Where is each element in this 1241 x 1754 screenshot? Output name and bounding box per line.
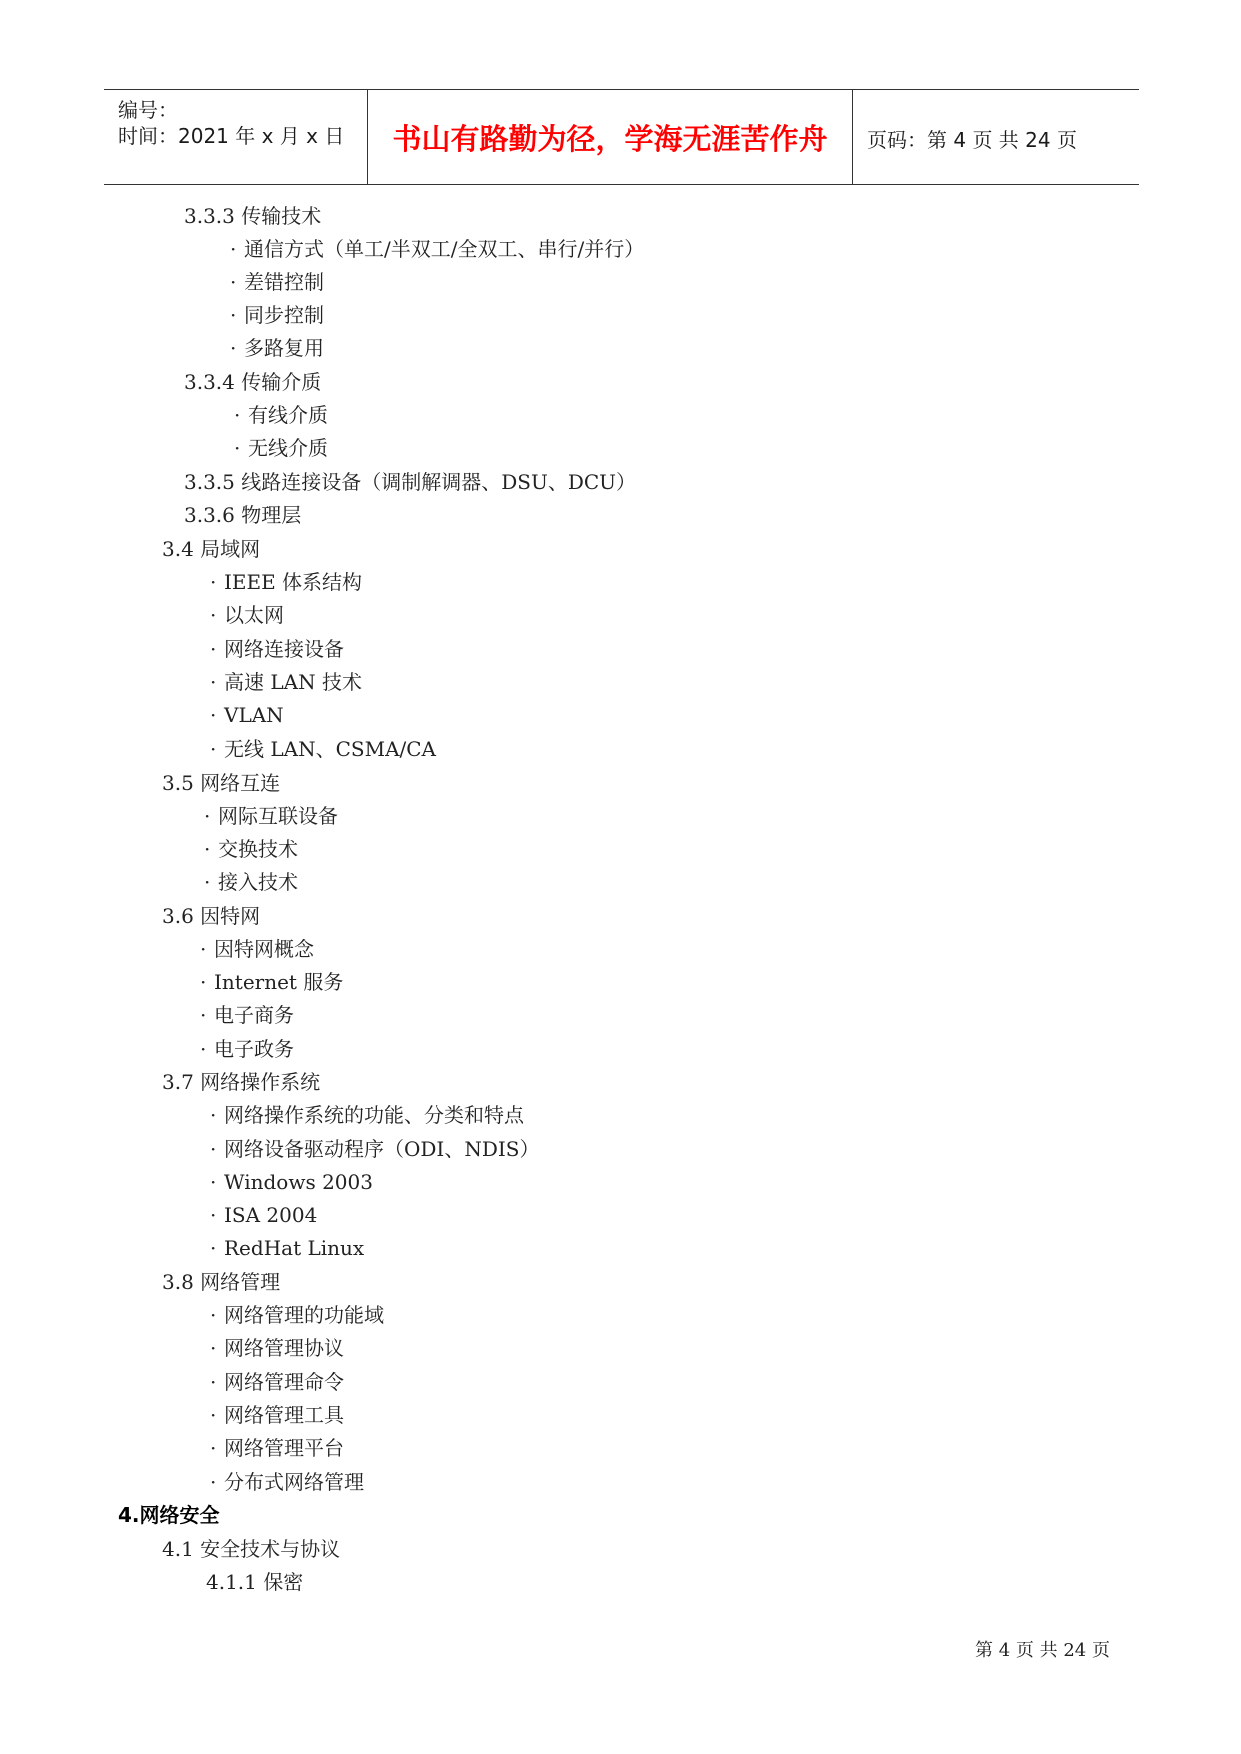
toc-bullet-item — [210, 1436, 344, 1460]
toc-bullet-item — [234, 403, 328, 427]
toc-bullet-item — [210, 637, 344, 661]
toc-bullet-item — [210, 1370, 344, 1394]
toc-item-text: 3.3.5 线路连接设备（调制解调器、DSU、DCU） — [184, 470, 637, 494]
bullet-icon: · — [210, 737, 217, 761]
toc-section-heading — [184, 204, 321, 228]
bullet-icon: · — [210, 1203, 217, 1227]
toc-section-heading — [162, 1070, 320, 1094]
toc-item-text: 以太网 — [224, 603, 284, 627]
header-page-label: 页码：第 4 页 共 24 页 — [867, 128, 1077, 152]
bullet-icon: · — [234, 436, 241, 460]
bullet-icon: · — [210, 1137, 217, 1161]
toc-item-text: 分布式网络管理 — [224, 1470, 364, 1494]
bullet-icon: · — [210, 1403, 217, 1427]
toc-bullet-item — [210, 1403, 344, 1427]
toc-section-heading — [162, 537, 260, 561]
toc-bullet-item — [230, 303, 324, 327]
toc-item-text: 多路复用 — [244, 336, 324, 360]
toc-bullet-item — [210, 703, 284, 727]
toc-item-text: RedHat Linux — [224, 1236, 365, 1260]
toc-bullet-item — [210, 737, 436, 761]
toc-item-text: IEEE 体系结构 — [224, 570, 363, 594]
toc-section-heading — [206, 1570, 303, 1594]
toc-bullet-item — [200, 1037, 294, 1061]
toc-item-text: 接入技术 — [218, 870, 298, 894]
header-left-cell — [104, 90, 368, 184]
bullet-icon: · — [200, 970, 207, 994]
bullet-icon: · — [200, 937, 207, 961]
bullet-icon: · — [210, 1103, 217, 1127]
toc-item-text: VLAN — [224, 703, 284, 727]
bullet-icon: · — [210, 703, 217, 727]
toc-bullet-item — [234, 436, 328, 460]
toc-bullet-item — [230, 336, 324, 360]
header-motto: 书山有路勤为径，学海无涯苦作舟 — [392, 122, 828, 156]
toc-bullet-item — [204, 804, 338, 828]
bullet-icon: · — [210, 1336, 217, 1360]
toc-bullet-item — [204, 837, 298, 861]
bullet-icon: · — [230, 270, 237, 294]
bullet-icon: · — [230, 336, 237, 360]
document-number-label: 编号： — [118, 98, 178, 122]
toc-section-heading — [184, 370, 321, 394]
toc-item-text: 网络管理平台 — [224, 1436, 344, 1460]
toc-bullet-item — [230, 237, 644, 261]
toc-item-text: 3.8 网络管理 — [162, 1270, 281, 1294]
bullet-icon: · — [210, 1470, 217, 1494]
bullet-icon: · — [234, 403, 241, 427]
toc-item-text: 3.6 因特网 — [162, 904, 261, 928]
toc-item-text: 网络管理命令 — [224, 1370, 344, 1394]
toc-item-text: ISA 2004 — [224, 1203, 318, 1227]
toc-bullet-item — [230, 270, 324, 294]
toc-item-text: 3.3.4 传输介质 — [184, 370, 322, 394]
bullet-icon: · — [210, 1236, 217, 1260]
toc-section-heading — [162, 1537, 340, 1561]
header-middle-cell — [368, 90, 853, 184]
toc-bullet-item — [210, 1170, 373, 1194]
bullet-icon: · — [210, 603, 217, 627]
toc-bullet-item — [210, 670, 362, 694]
toc-item-text: 通信方式（单工/半双工/全双工、串行/并行） — [244, 237, 645, 261]
toc-section-heading — [184, 470, 636, 494]
toc-item-text: 4.网络安全 — [118, 1503, 220, 1527]
toc-bullet-item — [210, 1303, 384, 1327]
bullet-icon: · — [204, 804, 211, 828]
toc-bullet-item — [210, 603, 284, 627]
bullet-icon: · — [200, 1003, 207, 1027]
toc-item-text: 无线 LAN、CSMA/CA — [224, 737, 436, 761]
toc-item-text: 电子政务 — [214, 1037, 294, 1061]
toc-item-text: 网络操作系统的功能、分类和特点 — [224, 1103, 524, 1127]
toc-bullet-item — [204, 870, 298, 894]
toc-section-heading — [162, 1270, 280, 1294]
toc-item-text: 同步控制 — [244, 303, 324, 327]
bullet-icon: · — [230, 237, 237, 261]
bullet-icon: · — [210, 1370, 217, 1394]
toc-item-text: 网络连接设备 — [224, 637, 344, 661]
toc-section-heading — [162, 771, 280, 795]
toc-item-text: 3.3.6 物理层 — [184, 503, 302, 527]
toc-chapter-heading — [118, 1503, 220, 1527]
document-time-label: 时间：2021 年 x 月 x 日 — [118, 124, 345, 148]
toc-item-text: 3.5 网络互连 — [162, 771, 281, 795]
bullet-icon: · — [210, 1436, 217, 1460]
toc-item-text: Windows 2003 — [224, 1170, 373, 1194]
toc-item-text: 无线介质 — [248, 436, 328, 460]
page-footer: 第 4 页 共 24 页 — [975, 1640, 1110, 1661]
toc-section-heading — [162, 904, 260, 928]
toc-bullet-item — [200, 970, 343, 994]
toc-item-text: 交换技术 — [218, 837, 298, 861]
bullet-icon: · — [200, 1037, 207, 1061]
toc-item-text: 网际互联设备 — [218, 804, 338, 828]
page-header — [104, 89, 1139, 185]
toc-bullet-item — [210, 1236, 364, 1260]
toc-bullet-item — [210, 1470, 364, 1494]
bullet-icon: · — [210, 570, 217, 594]
toc-item-text: Internet 服务 — [214, 970, 344, 994]
toc-item-text: 4.1.1 保密 — [206, 1570, 304, 1594]
toc-item-text: 3.4 局域网 — [162, 537, 261, 561]
toc-item-text: 网络管理协议 — [224, 1336, 344, 1360]
header-right-cell — [853, 90, 1139, 184]
toc-item-text: 网络设备驱动程序（ODI、NDIS） — [224, 1137, 540, 1161]
toc-bullet-item — [210, 1203, 317, 1227]
toc-item-text: 网络管理的功能域 — [224, 1303, 384, 1327]
toc-bullet-item — [210, 1336, 344, 1360]
bullet-icon: · — [204, 870, 211, 894]
toc-section-heading — [184, 503, 301, 527]
bullet-icon: · — [210, 1303, 217, 1327]
toc-bullet-item — [210, 570, 362, 594]
toc-item-text: 差错控制 — [244, 270, 324, 294]
toc-item-text: 电子商务 — [214, 1003, 294, 1027]
toc-bullet-item — [210, 1137, 539, 1161]
toc-item-text: 3.7 网络操作系统 — [162, 1070, 321, 1094]
bullet-icon: · — [204, 837, 211, 861]
toc-item-text: 因特网概念 — [214, 937, 314, 961]
toc-bullet-item — [200, 937, 314, 961]
toc-bullet-item — [200, 1003, 294, 1027]
toc-bullet-item — [210, 1103, 524, 1127]
toc-item-text: 3.3.3 传输技术 — [184, 204, 322, 228]
toc-item-text: 网络管理工具 — [224, 1403, 344, 1427]
toc-item-text: 有线介质 — [248, 403, 328, 427]
bullet-icon: · — [230, 303, 237, 327]
toc-item-text: 高速 LAN 技术 — [224, 670, 362, 694]
bullet-icon: · — [210, 637, 217, 661]
bullet-icon: · — [210, 1170, 217, 1194]
bullet-icon: · — [210, 670, 217, 694]
toc-item-text: 4.1 安全技术与协议 — [162, 1537, 341, 1561]
